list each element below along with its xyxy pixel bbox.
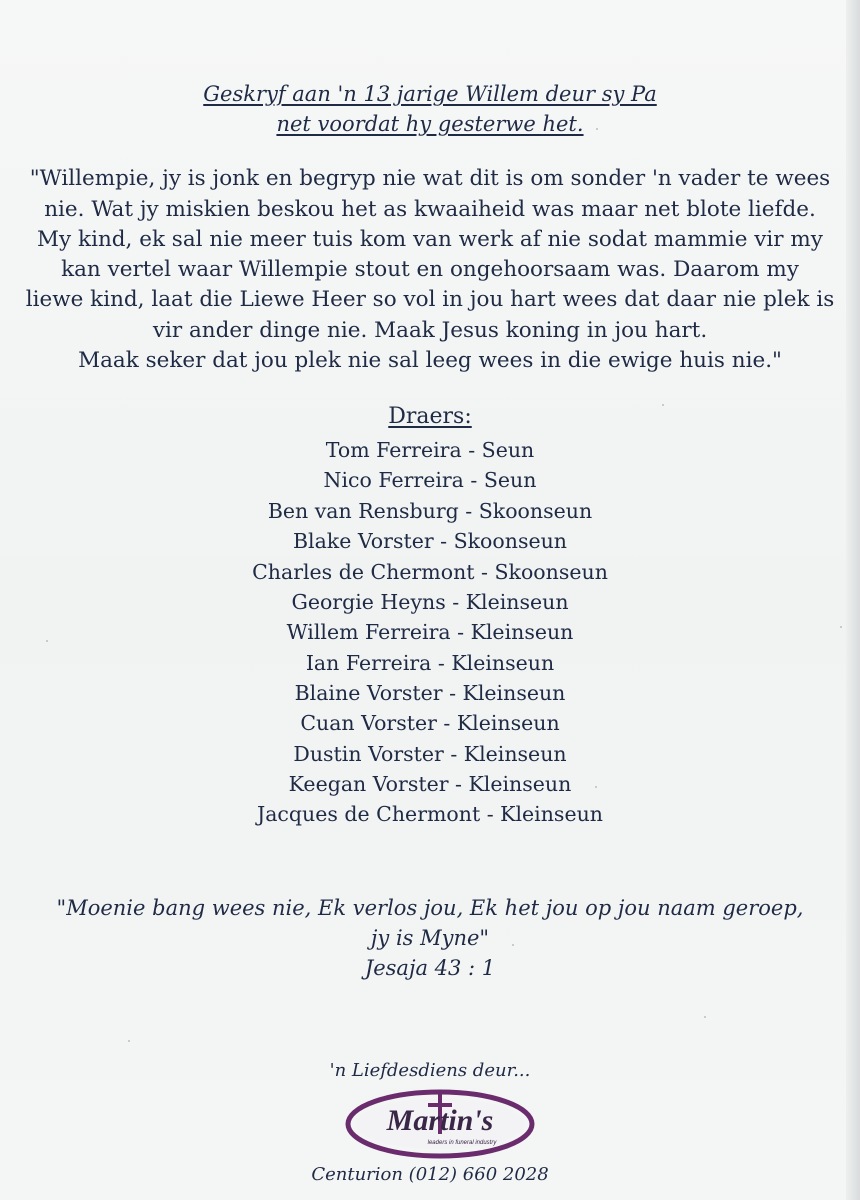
scan-speck <box>128 1040 130 1042</box>
quote-line: My kind, ek sal nie meer tuis kom van werk af nie sodat mammie vir my <box>37 227 823 252</box>
bearer-name: Ben van Rensburg - Skoonseun <box>267 499 593 523</box>
bearer-name: Tom Ferreira - Seun <box>325 438 535 462</box>
scan-speck <box>512 944 514 946</box>
quote-line: "Willempie, jy is jonk en begryp nie wat dit is om sonder 'n vader te wees <box>29 166 831 191</box>
quote-line: Maak seker dat jou plek nie sal leeg wees in die ewige huis nie." <box>78 348 782 373</box>
quote-line: nie. Wat jy miskien beskou het as kwaaiheid was maar net blote liefde. <box>44 197 816 222</box>
scan-speck <box>595 786 597 788</box>
martins-logo-graphic <box>340 1086 540 1160</box>
draers-title: Draers: <box>388 404 472 429</box>
logo-tagline: leaders in funeral industry <box>427 1140 497 1146</box>
bearer-name: Keegan Vorster - Kleinseun <box>288 772 572 796</box>
bearer-name: Jacques de Chermont - Kleinseun <box>256 802 603 826</box>
bearer-name: Blaine Vorster - Kleinseun <box>294 681 566 705</box>
bearer-name: Ian Ferreira - Kleinseun <box>305 651 555 675</box>
scan-speck <box>662 404 664 406</box>
heading-line-1: Geskryf aan 'n 13 jarige Willem deur sy Pa <box>203 82 657 106</box>
service-text: 'n Liefdesdiens deur... <box>329 1060 531 1081</box>
bearer-name: Cuan Vorster - Kleinseun <box>300 711 560 735</box>
scan-speck <box>46 640 48 642</box>
quote-line: vir ander dinge nie. Maak Jesus koning in jou hart. <box>152 318 708 343</box>
bearer-name: Blake Vorster - Skoonseun <box>292 529 568 553</box>
scan-speck <box>840 626 842 628</box>
heading-line-2: net voordat hy gesterwe het. <box>276 112 584 136</box>
quote-line: liewe kind, laat die Liewe Heer so vol in jou hart wees dat daar nie plek is <box>25 287 835 312</box>
logo-name: Martin's <box>386 1104 494 1137</box>
verse-line-1: "Moenie bang wees nie, Ek verlos jou, Ek het jou op jou naam geroep, <box>56 896 804 920</box>
scan-speck <box>704 1016 706 1018</box>
contact-text: Centurion (012) 660 2028 <box>311 1164 549 1185</box>
bearer-name: Charles de Chermont - Skoonseun <box>252 560 608 584</box>
bearer-name: Dustin Vorster - Kleinseun <box>293 742 567 766</box>
verse-reference: Jesaja 43 : 1 <box>364 956 496 980</box>
martins-logo <box>340 1086 540 1160</box>
quote-line: kan vertel waar Willempie stout en ongehoorsaam was. Daarom my <box>61 257 799 282</box>
scan-speck <box>596 128 598 130</box>
verse-line-2: jy is Myne" <box>370 926 490 950</box>
bearer-name: Georgie Heyns - Kleinseun <box>291 590 569 614</box>
bearer-name: Nico Ferreira - Seun <box>323 468 537 492</box>
bearer-name: Willem Ferreira - Kleinseun <box>286 620 574 644</box>
